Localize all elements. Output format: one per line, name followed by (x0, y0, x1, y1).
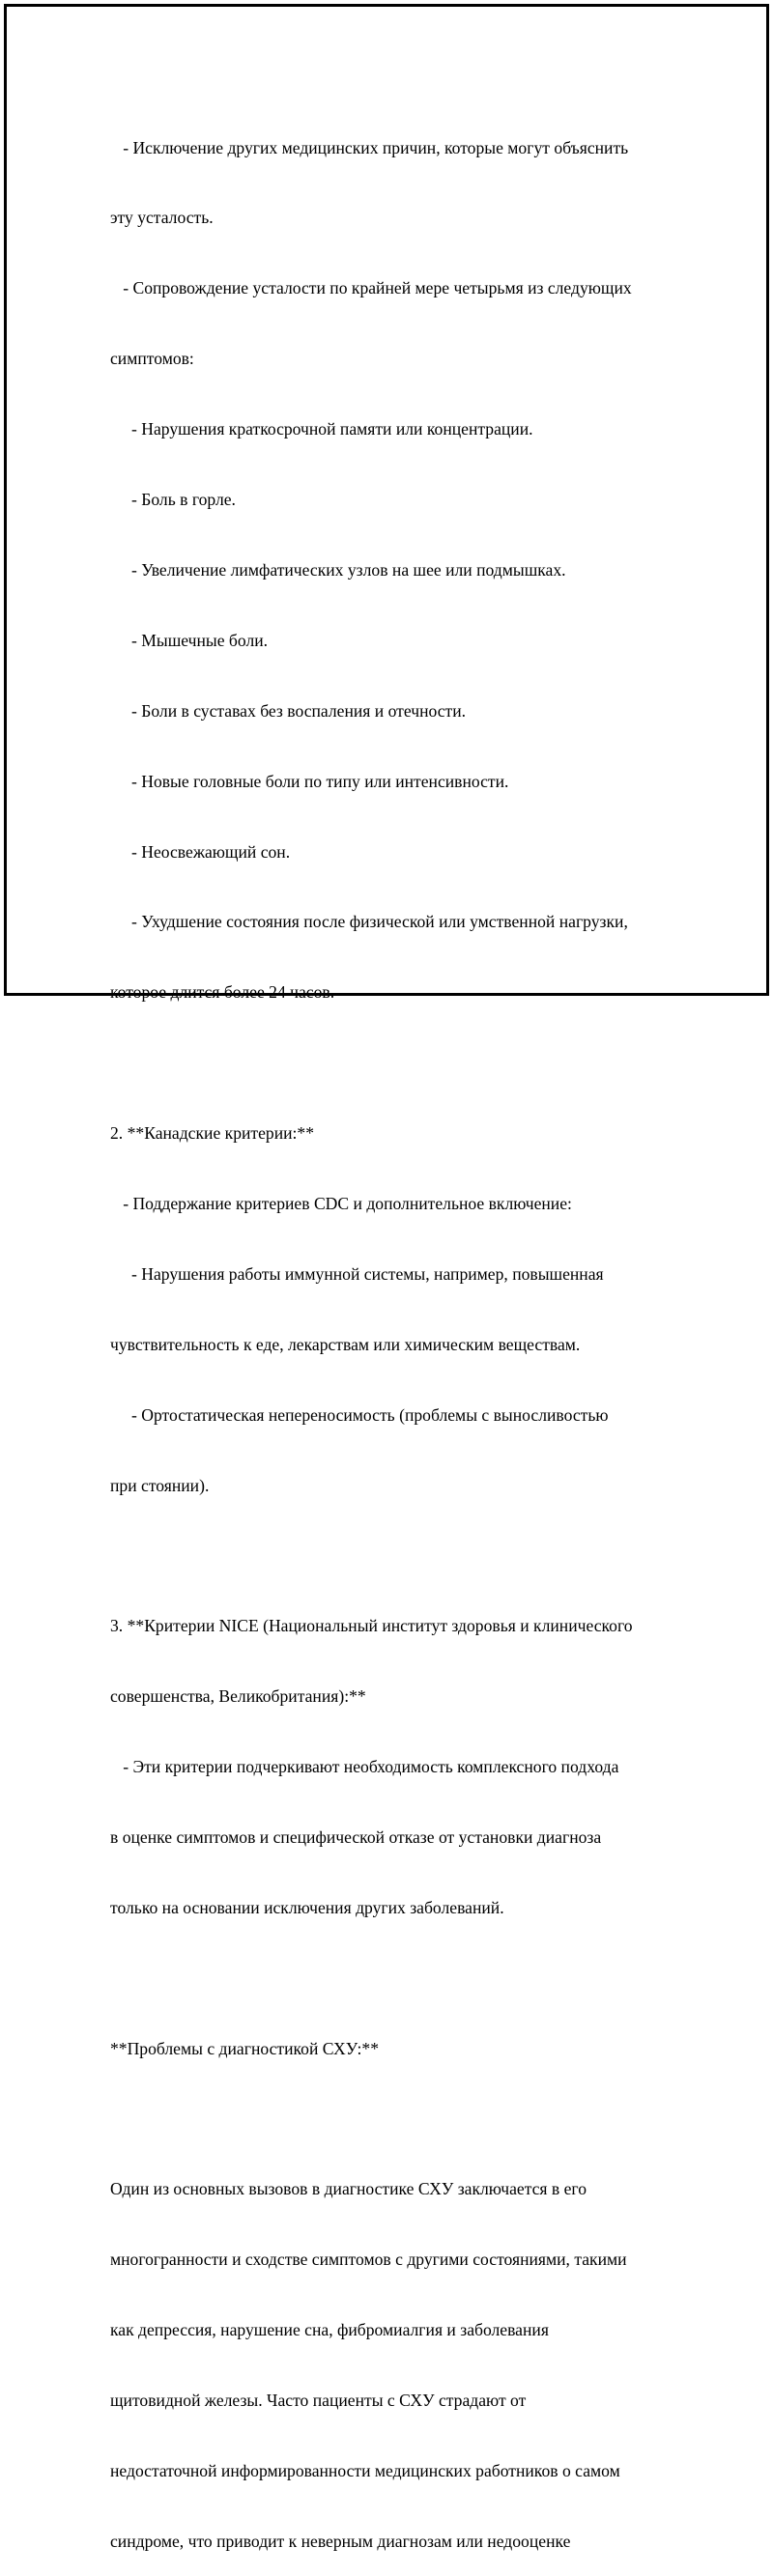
list-item: - Увеличение лимфатических узлов на шее или подмышках. (110, 559, 566, 580)
section-heading: **Проблемы с диагностикой СХУ:** (110, 2038, 380, 2058)
text-line: в оценке симптомов и специфической отказе от установки диагноза (110, 1826, 602, 1847)
blank-line (110, 1543, 671, 1567)
paragraph-line: Один из основных вызовов в диагностике СХУ заключается в его (110, 2179, 587, 2199)
text-line: при стоянии). (110, 1475, 210, 1495)
text-line: - Исключение других медицинских причин, которые могут объяснить (110, 137, 629, 157)
list-item: - Эти критерии подчеркивают необходимость комплексного подхода (110, 1757, 619, 1777)
blank-line (110, 2108, 671, 2131)
text-line: которое длится более 24 часов. (110, 982, 335, 1003)
text-line: чувствительность к еде, лекарствам или химическим веществам. (110, 1334, 581, 1354)
list-item: - Ортостатическая непереносимость (проблемы с выносливостью (110, 1404, 609, 1425)
text-line: эту усталость. (110, 208, 214, 228)
paragraph-line: синдроме, что приводит к неверным диагнозам или недооценке (110, 2531, 571, 2551)
section-heading: 2. **Канадские критерии:** (110, 1123, 315, 1144)
list-item: - Ухудшение состояния после физической или умственной нагрузки, (110, 912, 628, 932)
paragraph-line: многогранности и сходстве симптомов с другими состояниями, такими (110, 2250, 627, 2270)
blank-line (110, 1051, 671, 1074)
text-line: только на основании исключения других заболеваний. (110, 1897, 504, 1917)
paragraph-line: как депрессия, нарушение сна, фибромиалгия и заболевания (110, 2320, 549, 2340)
blank-line (110, 1967, 671, 1990)
list-item: - Неосвежающий сон. (110, 841, 291, 862)
list-item: - Поддержание критериев CDC и дополнительное включение: (110, 1193, 572, 1213)
list-item: - Нарушения работы иммунной системы, например, повышенная (110, 1263, 604, 1284)
list-item: - Мышечные боли. (110, 630, 269, 650)
list-item: - Нарушения краткосрочной памяти или концентрации. (110, 419, 533, 439)
text-line: симптомов: (110, 349, 194, 369)
section-heading: совершенства, Великобритания):** (110, 1686, 366, 1707)
section-heading: 3. **Критерии NICE (Национальный институт здоровья и клинического (110, 1616, 633, 1636)
document-text (110, 89, 671, 2576)
paragraph-line: щитовидной железы. Часто пациенты с СХУ страдают от (110, 2391, 527, 2411)
list-item: - Боли в суставах без воспаления и отечности. (110, 700, 467, 721)
paragraph-line: недостаточной информированности медицинских работников о самом (110, 2460, 620, 2480)
list-item: - Новые головные боли по типу или интенсивности. (110, 771, 509, 791)
list-item: - Боль в горле. (110, 490, 236, 510)
text-line: - Сопровождение усталости по крайней мере четырьмя из следующих (110, 278, 632, 298)
